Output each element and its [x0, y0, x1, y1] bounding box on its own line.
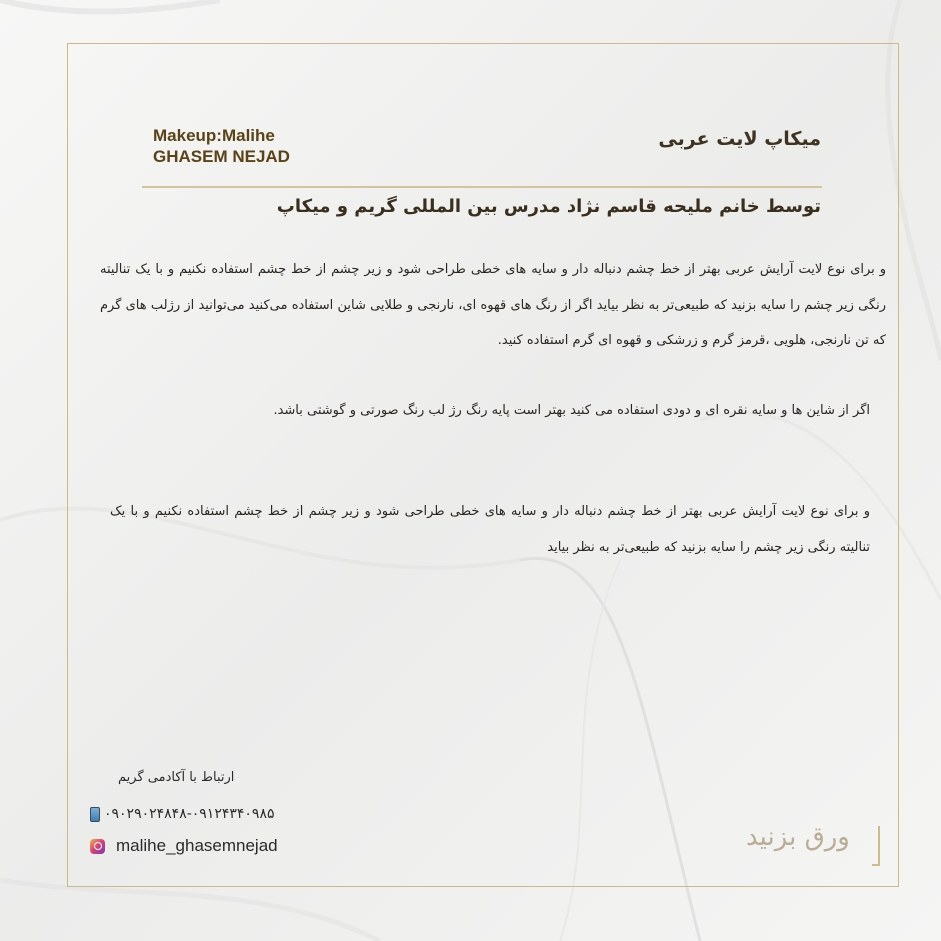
swipe-label: ورق بزنید [746, 822, 850, 852]
phone-icon [90, 807, 100, 822]
phone-numbers[interactable]: ۰۹۰۲۹۰۲۴۸۴۸-۰۹۱۲۴۳۴۰۹۸۵ [104, 806, 275, 822]
paragraph-2: و برای نوع لایت آرایش عربی بهتر از خط چشم دنباله دار و سایه های خطی طراحی شود و زیر چشم از خط چشم استفاده نکنیم و با یک تنالیته رنگی زیر چشم را سایه بزنید که طبیعی‌تر به نظر بیاید [110, 504, 870, 555]
phone-row [90, 806, 274, 822]
paragraph-1-extra: اگر از شاین ها و سایه نقره ای و دودی استفاده می کنید بهتر است پایه رنگ رژ لب رنگ صورتی و گوشتی باشد. [273, 403, 870, 418]
header-divider [142, 186, 822, 188]
swipe-bracket [872, 826, 880, 866]
credit-line-2: GHASEM NEJAD [153, 147, 290, 166]
paragraph-1: و برای نوع لایت آرایش عربی بهتر از خط چشم دنباله دار و سایه های خطی طراحی شود و زیر چشم از خط چشم استفاده نکنیم و با یک تنالیته رنگی زیر چشم را سایه بزنید که طبیعی‌تر به نظر بیاید اگر از رنگ های قهوه ای، نارنجی و طلایی شاین استفاده می‌کنید می‌توانید از رژلب های گرم که تن نارنجی، هلویی ،قرمز گرم و زرشکی و قهوه ای گرم استفاده کنید. [100, 262, 886, 348]
page-title: میکاپ لایت عربی [658, 128, 821, 150]
page-subtitle: توسط خانم ملیحه قاسم نژاد مدرس بین المللی گریم و میکاپ [276, 196, 821, 217]
instagram-icon [90, 839, 105, 854]
makeup-credit [153, 125, 290, 167]
contact-title: ارتباط با آکادمی گریم [118, 770, 235, 785]
gold-frame [67, 43, 899, 887]
credit-line-1: Makeup:Malihe [153, 126, 275, 145]
instagram-row [90, 836, 278, 856]
instagram-handle[interactable]: malihe_ghasemnejad [116, 836, 278, 855]
